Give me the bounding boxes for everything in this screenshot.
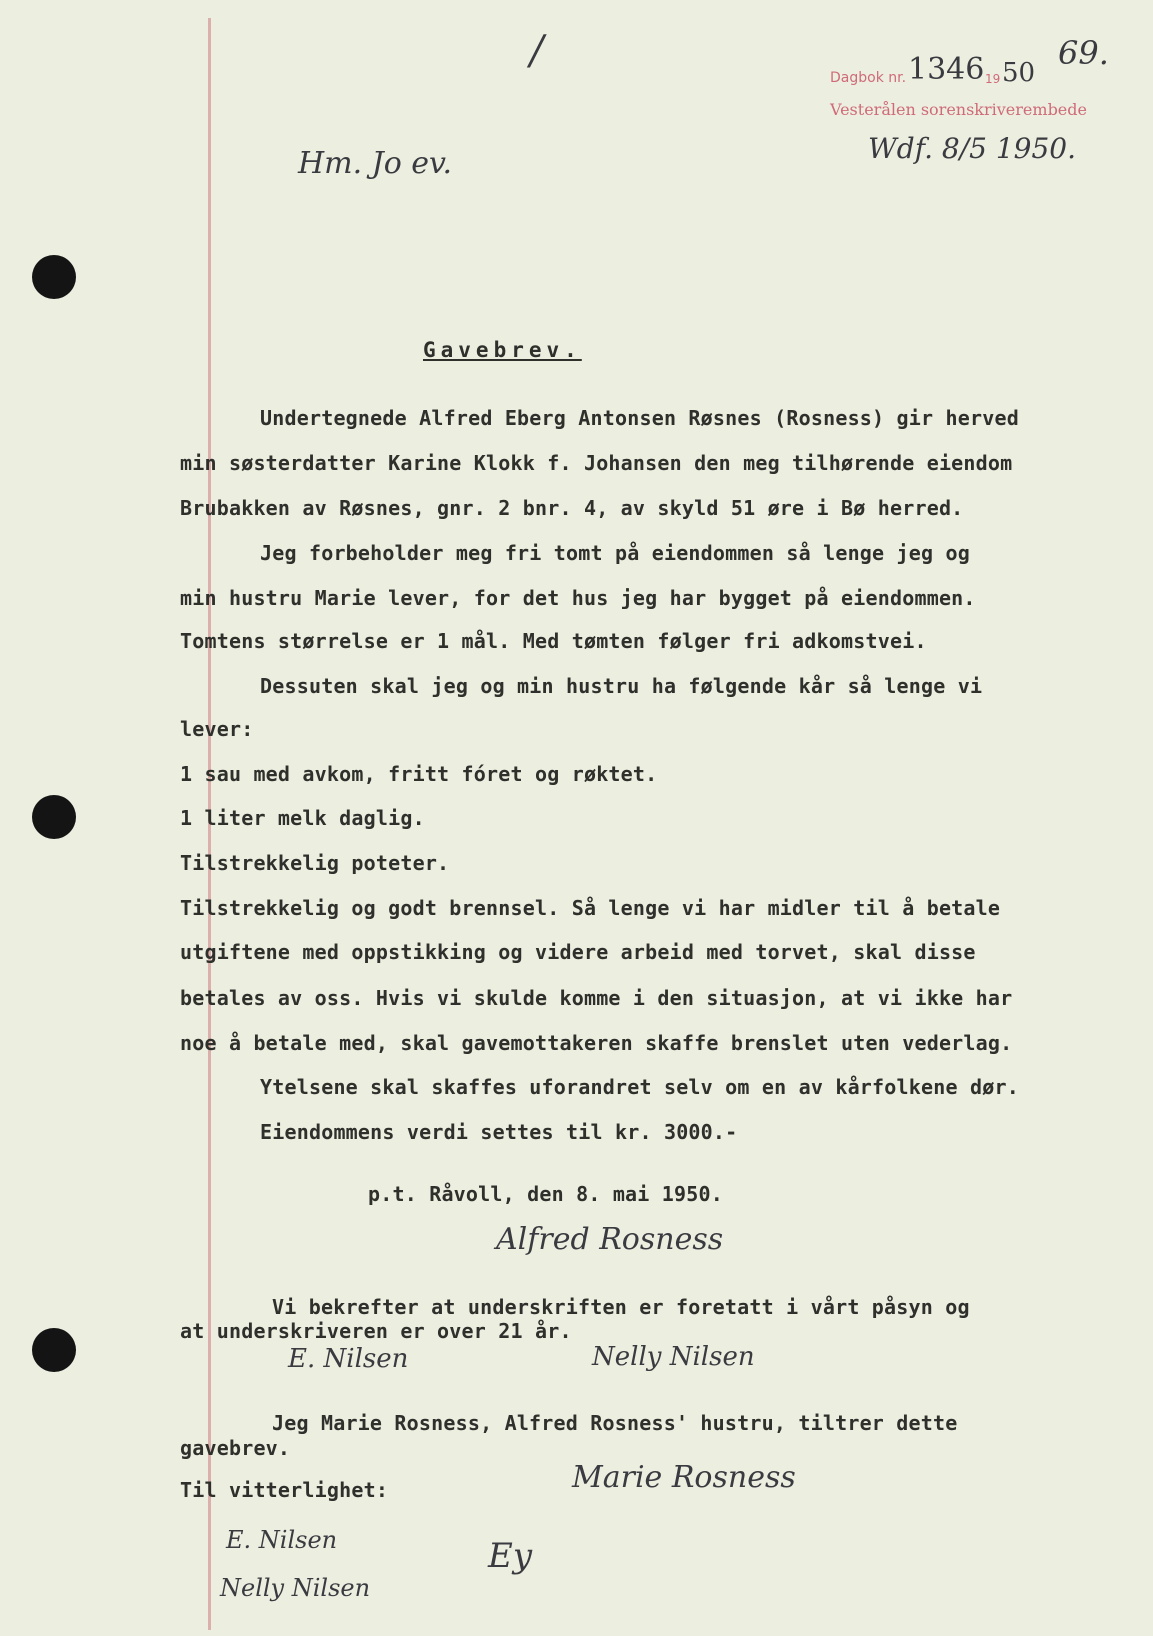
confirmation-line-1: Vi bekrefter at underskriften er foretatt i vårt påsyn og [272, 1295, 970, 1319]
consent-line-1: Jeg Marie Rosness, Alfred Rosness' hustru, tiltrer dette [272, 1411, 958, 1435]
header-note: Hm. Jo ev. [298, 146, 452, 181]
body-line-15: noe å betale med, skal gavemottakeren skaffe brenslet uten vederlag. [180, 1031, 1013, 1055]
body-line-6: Tomtens størrelse er 1 mål. Med tømten følger fri adkomstvei. [180, 629, 927, 653]
stamp-year-prefix: 19 [985, 72, 1001, 86]
body-line-3: Brubakken av Røsnes, gnr. 2 bnr. 4, av skyld 51 øre i Bø herred. [180, 496, 964, 520]
signature-alfred: Alfred Rosness [496, 1222, 724, 1257]
stamp-year-suffix: 50 [1002, 58, 1036, 88]
witness-heading: Til vitterlighet: [180, 1478, 389, 1502]
stamp-dagbok-number: 1346 [908, 52, 985, 87]
stamp-office: Vesterålen sorenskriverembede [830, 100, 1087, 119]
stamp-dagbok-label: Dagbok nr. [830, 70, 907, 86]
body-line-9: 1 sau med avkom, fritt fóret og røktet. [180, 762, 658, 786]
place-date-line: p.t. Råvoll, den 8. mai 1950. [368, 1182, 723, 1206]
confirmation-line-2: at underskriveren er over 21 år. [180, 1319, 572, 1343]
registered-note: Wdf. 8/5 1950. [868, 132, 1076, 165]
body-line-8: lever: [180, 717, 254, 741]
signature-witness-2: Nelly Nilsen [592, 1342, 755, 1372]
body-line-2: min søsterdatter Karine Klokk f. Johansen den meg tilhørende eiendom [180, 451, 1013, 475]
top-mark: / [530, 28, 544, 74]
body-line-1: Undertegnede Alfred Eberg Antonsen Røsnes (Rosness) gir herved [260, 406, 1019, 430]
punch-hole-middle [32, 795, 76, 839]
signature-witness-1-bottom: E. Nilsen [226, 1526, 338, 1554]
body-line-11: Tilstrekkelig poteter. [180, 851, 450, 875]
document-title: Gavebrev. [423, 338, 582, 362]
body-line-16: Ytelsene skal skaffes uforandret selv om en av kårfolkene dør. [260, 1075, 1019, 1099]
body-line-13: utgiftene med oppstikking og videre arbeid med torvet, skal disse [180, 940, 976, 964]
body-line-17: Eiendommens verdi settes til kr. 3000.- [260, 1120, 738, 1144]
consent-line-2: gavebrev. [180, 1436, 291, 1460]
signature-witness-2-bottom: Nelly Nilsen [220, 1574, 371, 1602]
page-number: 69. [1058, 34, 1109, 72]
signature-marie: Marie Rosness [572, 1460, 796, 1495]
signature-initials: Ey [488, 1536, 533, 1576]
body-line-4: Jeg forbeholder meg fri tomt på eiendommen så lenge jeg og [260, 541, 970, 565]
punch-hole-top [32, 255, 76, 299]
body-line-5: min hustru Marie lever, for det hus jeg har bygget på eiendommen. [180, 586, 976, 610]
punch-hole-bottom [32, 1328, 76, 1372]
body-line-14: betales av oss. Hvis vi skulde komme i den situasjon, at vi ikke har [180, 986, 1013, 1010]
body-line-12: Tilstrekkelig og godt brennsel. Så lenge vi har midler til å betale [180, 896, 1001, 920]
body-line-7: Dessuten skal jeg og min hustru ha følgende kår så lenge vi [260, 674, 983, 698]
body-line-10: 1 liter melk daglig. [180, 806, 425, 830]
signature-witness-1: E. Nilsen [288, 1344, 409, 1374]
